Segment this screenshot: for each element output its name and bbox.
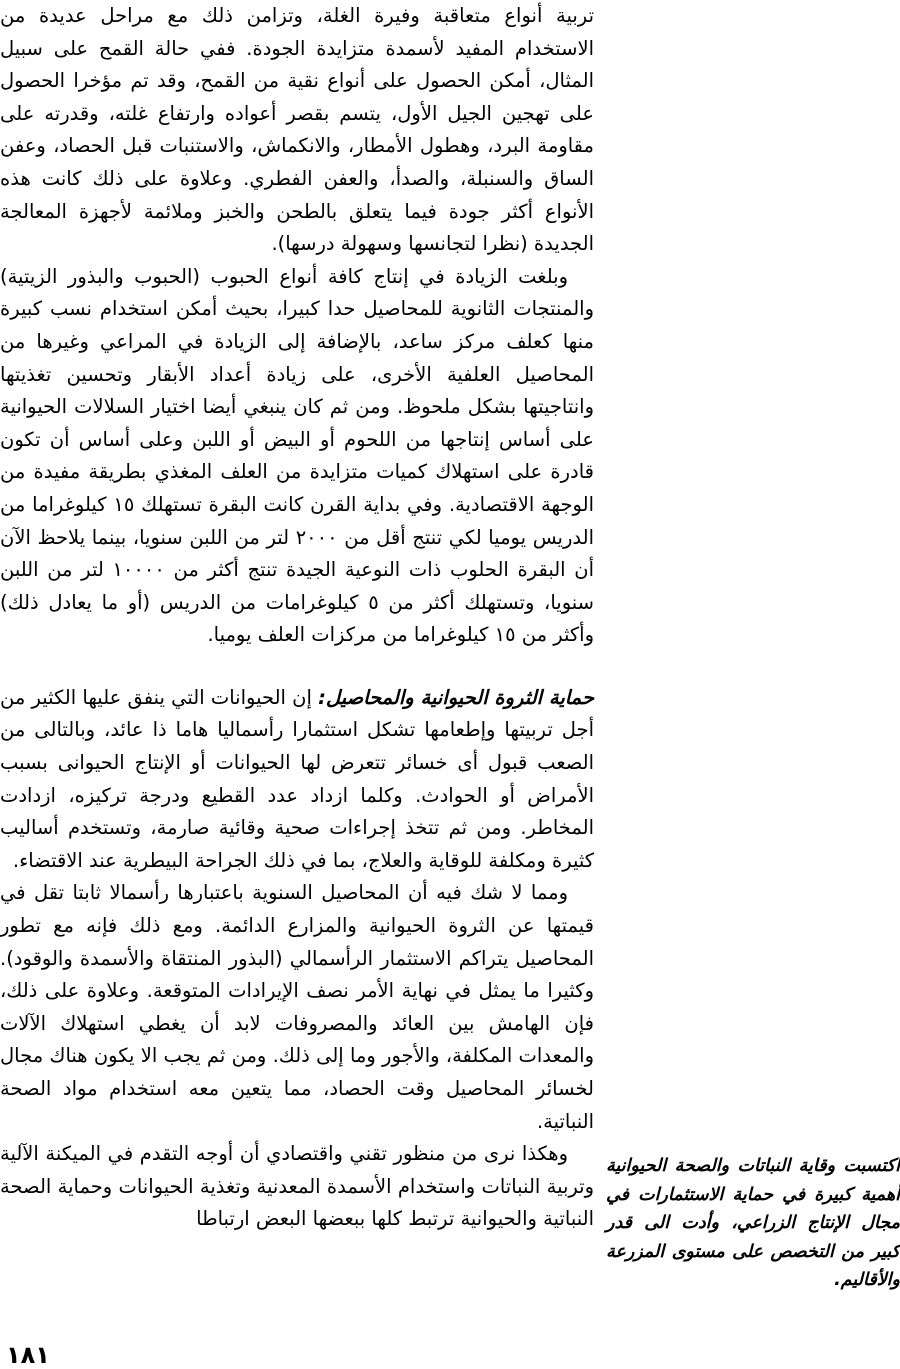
paragraph-wheat-breeding: تربية أنواع متعاقبة وفيرة الغلة، وتزامن ذلك مع مراحل عديدة من الاستخدام المفيد لأسمدة متزايدة الجودة. ففي حالة القمح على سبيل المثال، أمكن الحصول على أنواع نقية من القمح، وقد تم مؤخرا الحصول على تهجين الجيل الأول، يتسم بقصر أعواده وارتفاع غلته، وقدرته على مقاومة البرد، وهطول الأمطار، والانكماش، والاستنبات قبل الحصاد، وعفن الساق والسنبلة، والصدأ، والعفن الفطري. وعلاوة على ذلك كانت هذه الأنواع أكثر جودة فيما يتعلق بالطحن والخبز وملائمة لأجهزة المعالجة الجديدة (نظرا لتجانسها وسهولة درسها). xyxy=(0,4,594,256)
paragraph-conclusion: وهكذا نرى من منظور تقني واقتصادي أن أوجه التقدم في الميكنة الآلية وتربية النباتات واستخدام الأسمدة المعدنية وتغذية الحيوانات وحماية الصحة النباتية والحيوانية ترتبط كلها ببعضها البعض ارتباطا xyxy=(0,1142,594,1231)
margin-note: اكتسبت وقاية النباتات والصحة الحيوانية أهمية كبيرة في حماية الاستثمارات في مجال الإنتاج الزراعي، وأدت الى قدر كبير من التخصص على مستوى المزرعة والأقاليم. xyxy=(606,1156,900,1291)
paragraph-annual-crops: ومما لا شك فيه أن المحاصيل السنوية باعتبارها رأسمالا ثابتا تقل في قيمتها عن الثروة الحيوانية والمزارع الدائمة. ومع ذلك فإنه مع تطور المحاصيل يتراكم الاستثمار الرأسمالي (البذور المنتقاة والأسمدة والوقود). وكثيرا ما يمثل في نهاية الأمر نصف الإيرادات المتوقعة. وعلاوة على ذلك، فإن الهامش بين العائد والمصروفات لابد أن يغطي استهلاك الآلات والمعدات المكلفة، والأجور وما إلى ذلك. ومن ثم يجب الا يكون هناك مجال لخسائر المحاصيل وقت الحصاد، مما يتعين معه استخدام مواد الصحة النباتية. xyxy=(0,881,594,1133)
page-number: ١٨١ xyxy=(6,1341,50,1369)
paragraph-livestock-protection-body: إن الحيوانات التي ينفق عليها الكثير من أجل تربيتها وإطعامها تشكل استثمارا رأسماليا هاما ذا عائد، وبالتالى من الصعب قبول أى خسائر تتعرض لها الحيوانات أو الإنتاج الحيوانى بسبب الأمراض أو الحوادث. وكلما ازداد عدد القطيع ودرجة تركيزه، ازدادت المخاطر. ومن ثم تتخذ إجراءات صحية وقائية صارمة، وتستخدم أساليب كثيرة ومكلفة للوقاية والعلاج، بما في ذلك الجراحة البيطرية عند الاقتضاء. xyxy=(0,685,594,872)
section-gap xyxy=(0,652,594,682)
paragraph-livestock-protection xyxy=(0,682,594,878)
section-heading: حماية الثروة الحيوانية والمحاصيل: xyxy=(318,685,595,709)
paragraph-grain-production: وبلغت الزيادة في إنتاج كافة أنواع الحبوب (الحبوب والبذور الزيتية) والمنتجات الثانوية للمحاصيل حدا كبيرا، بحيث أمكن استخدام نسب كبيرة منها كعلف مركز ساعد، بالإضافة إلى الزيادة في المراعي وغيرها من المحاصيل العلفية الأخرى، على زيادة أعداد الأبقار وتحسين تغذيتها وانتاجيتها بشكل ملحوظ. ومن ثم كان ينبغي أيضا اختيار السلالات الحيوانية على أساس إنتاجها من اللحوم أو البيض أو اللبن وعلى أساس أن تكون قادرة على استهلاك كميات متزايدة من العلف المغذي بطريقة مفيدة من الوجهة الاقتصادية. وفي بداية القرن كانت البقرة تستهلك ١٥ كيلوغراما من الدريس يوميا لكي تنتج أقل من ٢٠٠٠ لتر من اللبن سنويا، بينما يلاحظ الآن أن البقرة الحلوب ذات النوعية الجيدة تنتج أكثر من ١٠٠٠٠ لتر من اللبن سنويا، وتستهلك أكثر من ٥ كيلوغرامات من الدريس (أو ما يعادل ذلك) وأكثر من ١٥ كيلوغراما من مركزات العلف يوميا. xyxy=(0,264,594,647)
